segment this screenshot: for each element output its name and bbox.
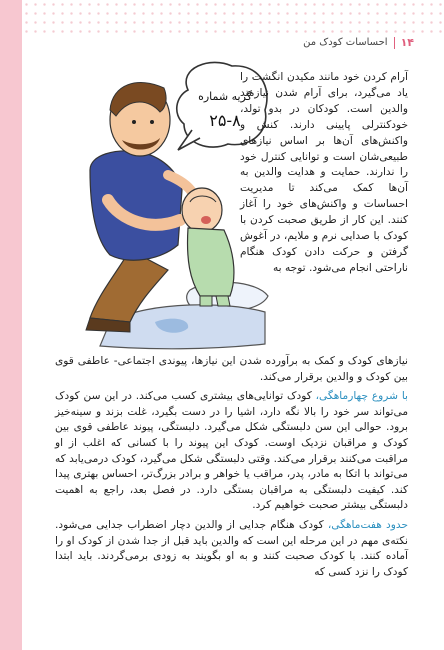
dotted-header-pattern bbox=[22, 0, 444, 34]
paragraph-body: کودک هنگام جدایی از والدین دچار اضطراب جدایی می‌شود. نکته‌ی مهم در این مرحله این است که والدین باید قبل از جدا شدن از کودک او را آماده کنند. با کودک صحبت کنند و به او بگویند به زودی برمی‌گردند. باید ابتدا کودک را نزد کسی که bbox=[55, 518, 408, 578]
paragraph-lead: با شروع چهارماهگی، bbox=[315, 390, 408, 403]
father-baby-illustration bbox=[60, 60, 270, 350]
page-edge-strip bbox=[0, 0, 22, 650]
paragraph bbox=[55, 389, 408, 514]
baby-onesie bbox=[188, 228, 234, 296]
speech-bubble-number: ۲۵-۸ bbox=[209, 111, 241, 130]
header-divider bbox=[394, 37, 395, 49]
running-header bbox=[303, 36, 414, 49]
chapter-title: احساسات کودک من bbox=[303, 37, 388, 48]
paragraph-body: نیازهای کودک و کمک به برآورده شدن این نیازها، پیوندی اجتماعی- عاطفی قوی بین کودک و والدین برقرار می‌کند. bbox=[55, 355, 408, 383]
paragraph-lead: حدود هفت‌ماهگی، bbox=[327, 518, 408, 531]
paragraph-body: کودک توانایی‌های بیشتری کسب می‌کند. در این سن کودک می‌تواند سر خود را بالا نگه دارد، اشیا را در دست بگیرد، غلت بزند و سینه‌خیز برود. حوالی این سن دلبستگی شکل می‌گیرد. دلبستگی، پیوند عاطفی قوی بین کودک و مراقبان نزدیک اوست. کودک این پیوند را با کسانی که اغلب از او مراقبت می‌کنند برقرار می‌کند. وقتی دلبستگی شکل می‌گیرد، کودک درمی‌یابد که می‌تواند با اتکا به مادر، پدر، مراقب یا خواهر و برادر بزرگ‌تر، احساس بهتری پیدا کند. کیفیت دلبستگی به مراقبان بستگی دارد. در فصل بعد، راجع به اهمیت دلبستگی بیشتر صحبت خواهیم کرد. bbox=[55, 390, 408, 512]
speech-bubble-title: گریه شماره bbox=[198, 90, 252, 103]
baby-head bbox=[182, 188, 222, 232]
father-shirt bbox=[90, 151, 182, 260]
page-number: ۱۴ bbox=[400, 36, 414, 49]
full-width-text bbox=[55, 354, 408, 584]
paragraph bbox=[55, 354, 408, 385]
paragraph bbox=[55, 518, 408, 580]
column-paragraph: آرام کردن خود مانند مکیدن انگشت را یاد می‌گیرد، برای آرام شدن نیازمند والدین است. کودکان در بدو تولد، خودکنترلی پایینی دارند. کنش و واکنش‌های آن‌ها بر اساس نیازهای طبیعی‌شان است و توانایی کنترل خود را ندارند. حمایت و هدایت والدین به آن‌ها کمک می‌کند تا مدیریت احساسات و واکنش‌های خود را آغاز کنند. این کار از طریق صحبت کردن با کودک با صدایی نرم و ملایم، در آغوش گرفتن و حرکت دادن کودک هنگام ناراحتی انجام می‌شود. توجه به bbox=[240, 71, 408, 274]
